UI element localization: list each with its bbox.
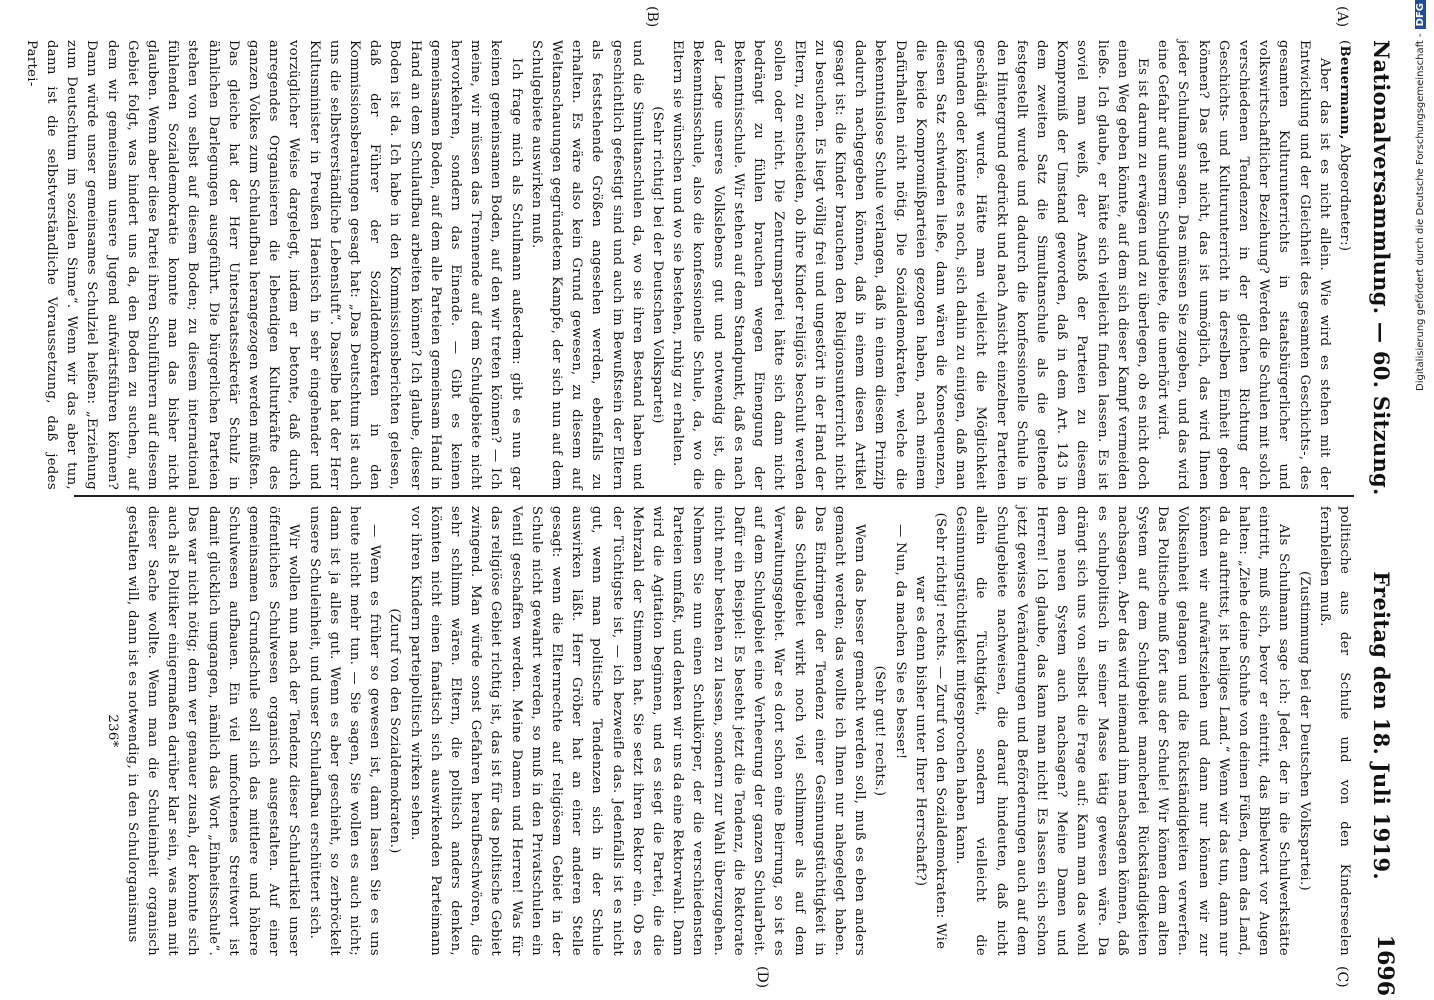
paragraph: Wenn das besser gemacht werden soll, muß es eben anders gemacht werden; das wollte ich Ihnen nur nahegelegt haben. Das Eindringen der Tendenz einer Gesinnungstüchtigkeit in das Schulgebiet wirkt noch viel schlimmer als auf dem Verwaltungsgebiet. War es dort schon eine Beirrung, so ist es auf dem Schulgebiet eine Verheerung der ganzen Schularbeit. Dafür ein Beispiel: Es besteht jetzt die Tendenz, die Rektorate nicht mehr bestehen zu lassen, sondern zur Wahl überzugehen. Nehmen Sie nun einen Schulkörper, der die verschiedensten Parteien umfaßt, und denken wir uns da eine Rektorwahl. Dann wird die Agitation beginnen, und es siegt die Partei, die die Mehrzahl der Stimmen hat. Sie setzt ihren Rektor ein. Ob es der Tüchtigste ist, — ich bezweifle das. Jedenfalls ist es nicht gut, wenn man politische Tendenzen sich in der Schule auswirken läßt. Herr Gröber hat an einer anderen Stelle gesagt: wenn die Elternrechte auf religiösem Gebiet in der Schule nicht gewahrt werden, so muß in den Privatschulen ein Ventil geschaffen werden. Meine Damen und Herren! Was für das religiöse Gebiet richtig ist, das ist für das politische Gebiet zwingend. Man würde sonst Gefahren heraufbeschwören, die sehr schlimm wären. Eltern, die politisch anders denken, könnten nicht einen fanatisch sich auswirkenden Parteimann vor ihren Kindern parteipolitisch wirken sehen. [407, 506, 868, 956]
paragraph: Als Schulmann sage ich: Jeder, der in die Schulwerkstätte eintritt, muß sich, bevor er eintritt, das Bibelwort vor Augen halten: „Ziehe deine Schuhe von deinen Füßen, denn das Land, da du auftrittst, ist heiliges Land.“ Wenn wir das tun, dann nur können wir aufwärtsziehen und dann nur können wir zur Volkseinheit gelangen und die Rückständigkeiten verwerfen. Das Politische muß fort aus der Schule! Wir können dem alten System auf dem Schulgebiet mancherlei Rückständigkeiten nachsagen. Aber das wird niemand ihm nachsagen können, daß es schulpolitisch in seiner Masse tätig gewesen wäre. Da drängt sich uns von selbst die Frage auf: Kann man das wohl dem neuen System auch nachsagen? Meine Damen und Herren! Ich glaube, das kann man nicht! Es lassen sich schon jetzt gewisse Veränderungen und Beförderungen auch auf dem Schulgebiete nachweisen, die darauf hindeuten, daß nicht allein die Tüchtigkeit, sondern vielleicht die Gesinnungstüchtigkeit mitgesprochen haben kann. [953, 506, 1292, 956]
credit-text: Digitalisierung gefördert durch die Deutsche Forschungsgemeinschaft - [1415, 33, 1426, 391]
paragraph: Wir wollen nun nach der Tendenz dieser Schulartikel unser öffentliches Schulwesen organisch ausgestalten. Auf einer gemeinsamen Grundschule soll sich das mittlere und höhere Schulwesen aufbauen. Ein viel umfochtenes Streitwort ist damit glücklich umgangen, nämlich das Wort „Einheitsschule“. Das war nicht nötig; denn wer genauer zusah, der konnte sich auch als Politiker einigermaßen darüber klar sein, was man mit dieser Sache wollte. Wenn man die Schuleinheit organisch gestalten will, dann ist es notwendig, in den Schulorganismus [124, 506, 302, 956]
paragraph: Es ist darum zu erwägen und zu überlegen, ob es nicht doch einen Weg geben könnte, auf dem sich dieser Kampf vermeiden ließe. Ich glaube, er hätte sich vielleicht finden lassen. Es ist soviel man weiß, der Anstoß der Parteien zu diesem Kompromiß der Umstand geworden, daß in dem Art. 143 in dem zweiten Satz die Simultanschule als die geltende festgestellt wurde und dadurch die konfessionelle Schule in den Hintergrund gedrückt und nach Ansicht einzelner Parteien geschädigt wurde. Hätte man vielleicht die Möglichkeit gefunden oder könnte es noch, sich dahin zu einigen, daß man diesen Satz schwinden ließe, dann wären die Konsequenzen, die beide Kompromißparteien gezogen haben, nach meinem Dafürhalten nicht nötig. Die Sozialdemokraten, welche die bekenntnislose Schule verlangen, daß in einem diesem Prinzip dadurch nachgegeben können, daß in einem diesen Artikel gesagt ist: die Kinder brauchen den Religionsunterricht nicht zu besuchen. Es liegt völlig frei und ungestört in der Hand der Eltern, zu entscheiden, ob ihre Kinder religiös beschult werden sollen oder nicht. Die Zentrumspartei hätte sich dann nicht bedrängt zu fühlen brauchen wegen Einengung der Bekenntnisschule. Wir stehen auf dem Standpunkt, daß es nach der Lage unseres Volkslebens gut und notwendig ist, die Bekenntnisschule, also die konfessionelle Schule, da, wo die Eltern sie wünschen und wo sie bestehen, ruhig zu erhalten. [670, 40, 1150, 490]
margin-marker-b: (B) [644, 6, 660, 28]
margin-marker-d: (D) [754, 966, 770, 989]
paragraph: und die Simultanschulen da, wo sie ihren Bestand haben und geschichtlich gefestigt sind und auch im Bewußtsein der Eltern als feststehende Größen angesehen werden, ebenfalls zu erhalten. Es wäre also kein Grund gewesen, zu diesem auf Weltanschauungen gegründetem Kampfe, der sich nun auf dem Schulgebiete auswirken muß. [528, 40, 645, 490]
paragraph: — Wenn es früher so gewesen ist, dann lassen Sie es uns heute nicht mehr tun. — Sie sagen, Sie wollen es auch nicht; dann ist ja alles gut. Wenn es aber geschieht, so zerbröckelt unsere Schuleinheit, und unser Schulaufbau erschüttert sich. [306, 506, 383, 956]
paragraph: Ich frage mich als Schulmann außerdem: gibt es nun gar keinen gemeinsamen Boden, auf den wir treten können? — Ich meine, wir müssen das Trennende auf dem Schulgebiete nicht hervorkehren, sondern das Einende. — Gibt es keinen gemeinsamen Boden, auf dem alle Parteien gemeinsam Hand in Hand an dem Schulaufbau arbeiten können? Ich glaube, dieser Boden ist da. Ich habe in den Kommissionsberichten gelesen, daß der Führer der Sozialdemokraten in den Kommissionsberatungen gesagt hat: „Das Deutschtum ist auch uns die selbstverständliche Lebensluft“. Dasselbe hat der Herr Kultusminister in Preußen Haenisch in sehr eingehender und vorzüglicher Weise dargelegt, indem er betonte, daß durch anregendes Organisieren die lebendigen Kulturkräfte des ganzen Volkes zum Schulaufbau herangezogen werden müßten. Das gleiche hat der Herr Unterstaatssekretär Schulz in ähnlichen Darlegungen ausgeführt. Die bürgerlichen Parteien stehen von selbst auf diesem Boden; zu diesem international fühlenden Sozialdemokratie konnte man das bisher nicht glauben. Wenn aber diese Partei ihren Schulführern auf diesem Gebiet folgt, was hindert uns da, den Boden zu suchen, auf dem wir gemeinsam unsere Jugend aufwärtsführen können? Dann würde unser gemeinsames Schulziel heißen: „Erziehung zum Deutschtum im sozialen Sinne“. Wenn wir das aber tun, dann ist die selbstverständliche Voraussetzung, daß jedes Partei- [23, 40, 524, 490]
interjection: (Zuruf von den Sozialdemokraten.) [387, 608, 403, 854]
interjection: (Sehr gut! rechts.) [872, 665, 888, 797]
interjection: (Zustimmung bei der Deutschen Volkspartei.) [1296, 571, 1312, 891]
page-header [1356, 0, 1412, 1000]
paragraph: politische aus der Schule und von den Kinderseelen fernbleiben muß. [1316, 506, 1352, 956]
left-column [23, 40, 1354, 490]
margin-marker-a: (A) [1334, 6, 1350, 28]
paragraph: — Nun, da machen Sie es besser! [892, 524, 908, 760]
page-footer-mark: 236* [104, 714, 120, 748]
speaker-name: Beuermann, [1337, 45, 1352, 140]
column-divider [74, 495, 1354, 497]
running-title: Nationalversammlung. — 60. Sitzung. [1369, 40, 1394, 496]
page-number: 1696 [1372, 934, 1398, 996]
speaker-role: Abgeordneter: [1337, 144, 1352, 246]
digitization-credit [1415, 0, 1429, 1000]
margin-marker-c: (C) [1334, 966, 1350, 988]
date-line: Freitag den 18. Juli 1919. [1369, 571, 1394, 880]
right-column [74, 506, 1354, 956]
interjection: (Sehr richtig! bei der Deutschen Volkspartei) [650, 106, 666, 424]
interjection: (Sehr richtig! rechts. — Zuruf von den Sozialdemokraten: Wie war es denn bisher unter Ihrer Herrschaft?) [912, 512, 948, 950]
speaker-line: (Beuermann, Abgeordneter:) [1337, 40, 1352, 252]
dfg-logo: DFG [1415, 0, 1426, 29]
paragraph: Aber das ist es nicht allein. Wie wird es stehen mit der Entwicklung und der Gleichheit des gesamten Geschichts-, des gesamten Kulturunterrichts in staatsbürgerlicher und volkswirtschaftlicher Beziehung? Werden die Schulen mit solch verschiedenen Tendenzen in der gleichen Richtung der Geschichts- und Kulturunterricht in derselben Einheit geben können? Das geht nicht, das ist unmöglich, das wird Ihnen jeder Schulmann sagen. Das müssen Sie zugeben, und das wird eine Gefahr auf unserm Schulgebiete, die unerhört wird. [1155, 40, 1332, 490]
